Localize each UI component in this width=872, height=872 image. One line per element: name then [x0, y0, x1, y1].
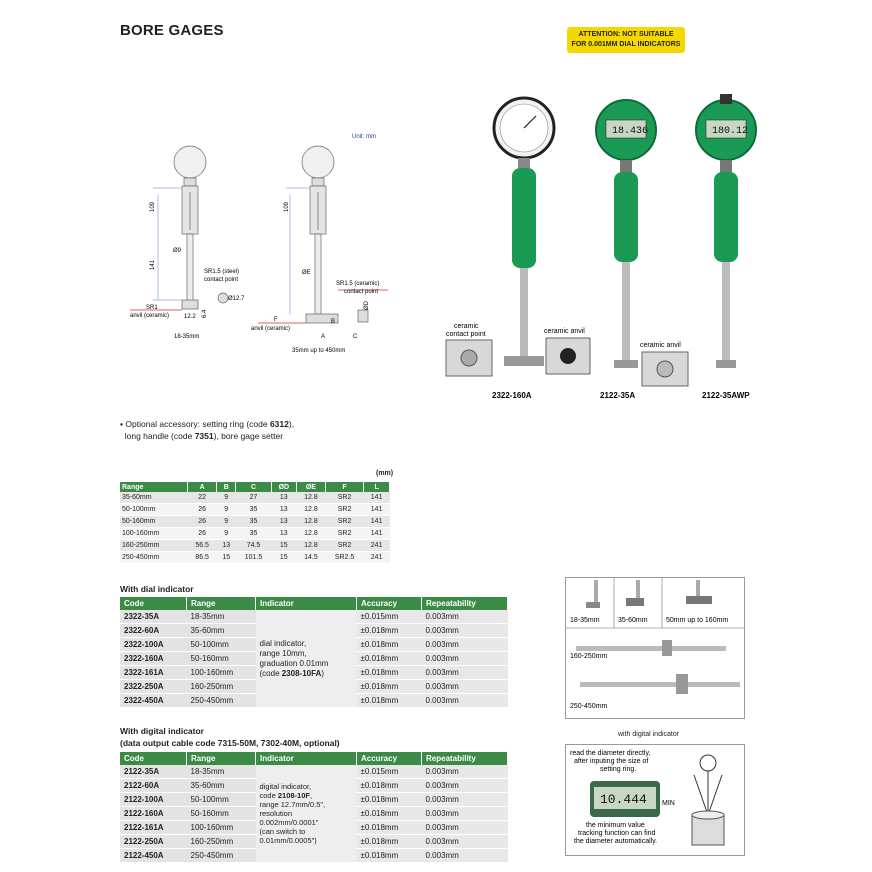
cell: 22	[188, 492, 217, 504]
dial-col-range: Range	[187, 597, 256, 610]
cell: 160-250mm	[187, 835, 256, 849]
cell: 15	[217, 552, 236, 564]
cell: SR2	[325, 528, 363, 540]
model-label-2: 2122-35A	[600, 391, 636, 400]
cell: 74.5	[236, 540, 271, 552]
table-row	[120, 516, 390, 528]
cell: SR2	[325, 540, 363, 552]
cell: 12.8	[297, 528, 326, 540]
variant-label-4: 160-250mm	[570, 653, 608, 660]
variant-label-1: 18-35mm	[570, 617, 600, 624]
variant-label-3: 50mm up to 160mm	[666, 617, 729, 624]
ceramic-contact-label-2: contact point	[446, 331, 486, 338]
dim-col-e: ØE	[297, 482, 326, 492]
cell: 2122-160A	[120, 807, 187, 821]
cell: ±0.018mm	[357, 835, 422, 849]
attention-badge	[567, 27, 685, 53]
cell: 0.003mm	[422, 793, 508, 807]
cell: SR2.5	[325, 552, 363, 564]
dim-6-4: 6.4	[202, 309, 208, 318]
cell: 250-450mm	[187, 694, 256, 708]
gage-display-1: 18.436	[612, 126, 649, 137]
cell: 50-100mm	[187, 638, 256, 652]
cell: 160-250mm	[120, 540, 188, 552]
dial-header-row	[120, 597, 508, 610]
drawing-gage-left	[130, 146, 228, 310]
cell: 241	[364, 540, 390, 552]
anvil-ceramic-label: anvil (ceramic)	[130, 313, 170, 319]
read-line-3: setting ring.	[600, 766, 637, 773]
cell: 160-250mm	[187, 680, 256, 694]
cell: 86.5	[188, 552, 217, 564]
sr1-label: SR1	[146, 305, 158, 311]
cell: ±0.018mm	[357, 694, 422, 708]
cell: 2322-250A	[120, 680, 187, 694]
cell: ±0.018mm	[357, 793, 422, 807]
dial-ind-code-post: )	[321, 668, 324, 678]
variant-label-2: 35-60mm	[618, 617, 648, 624]
digital-display-value: 10.444	[600, 792, 647, 807]
cell: 13	[271, 516, 296, 528]
range-18-35-label: 18-35mm	[174, 334, 200, 340]
cell: 100-160mm	[187, 666, 256, 680]
drawing-gage-right	[258, 146, 388, 323]
dial-ind-line-1: dial indicator,	[259, 638, 307, 648]
cell: 141	[364, 504, 390, 516]
cell: ±0.018mm	[357, 666, 422, 680]
cell: 0.003mm	[422, 694, 508, 708]
table-row	[120, 540, 390, 552]
dial-ind-line-3: graduation 0.01mm	[259, 658, 329, 668]
cell: 2322-100A	[120, 638, 187, 652]
dig-ind-line-6: (can switch to	[259, 827, 306, 836]
attention-line-2: FOR 0.001MM DIAL INDICATORS	[571, 41, 681, 48]
cell: ±0.018mm	[357, 779, 422, 793]
dim-141: 141	[150, 259, 156, 270]
cell: 250-450mm	[187, 849, 256, 863]
cell: 2122-100A	[120, 793, 187, 807]
cell: 12.8	[297, 504, 326, 516]
cell: 35	[236, 528, 271, 540]
cell: 56.5	[188, 540, 217, 552]
dial-indicator-table	[120, 597, 508, 708]
cell: 0.003mm	[422, 835, 508, 849]
cell: 0.003mm	[422, 666, 508, 680]
technical-drawing	[118, 140, 408, 360]
variant-label-5: 250-450mm	[570, 703, 608, 710]
cell: 2122-450A	[120, 849, 187, 863]
cell: 2122-60A	[120, 779, 187, 793]
dial-indicator-description	[256, 610, 357, 708]
cell: 9	[217, 504, 236, 516]
cell: 0.003mm	[422, 624, 508, 638]
accessory-text-1: Optional accessory: setting ring (code	[125, 419, 270, 429]
cell: 13	[271, 492, 296, 504]
cell: 35	[236, 504, 271, 516]
model-label-3: 2122-35AWP	[702, 391, 750, 400]
range-35-450-label: 35mm up to 450mm	[292, 348, 346, 354]
dig-ind-code: 2108-10F	[277, 791, 310, 800]
cell: 50-160mm	[120, 516, 188, 528]
bore-setup-illustration	[692, 755, 724, 845]
cell: 0.003mm	[422, 680, 508, 694]
dim-phiE: ØE	[302, 270, 311, 276]
table-row	[120, 765, 508, 779]
cell: 241	[364, 552, 390, 564]
phi127-label: Ø12.7	[228, 296, 245, 302]
digital-explanation-box	[565, 744, 745, 856]
cell: 12.8	[297, 540, 326, 552]
cell: 2322-160A	[120, 652, 187, 666]
cell: ±0.018mm	[357, 807, 422, 821]
cell: SR2	[325, 504, 363, 516]
cell: 9	[217, 516, 236, 528]
cell: ±0.015mm	[357, 765, 422, 779]
accessory-note-line-1: ▪ Optional accessory: setting ring (code 6312),	[120, 419, 295, 429]
contact-point-label-2: contact point	[344, 289, 379, 295]
cell: ±0.018mm	[357, 624, 422, 638]
cell: 13	[217, 540, 236, 552]
cell: 250-450mm	[120, 552, 188, 564]
digital-col-accuracy: Accuracy	[357, 752, 422, 765]
cell: 27	[236, 492, 271, 504]
accessory-note-line-2	[120, 430, 294, 442]
accessory-text-2: ),	[288, 419, 295, 429]
dim-col-b: B	[217, 482, 236, 492]
sr15-steel-label: SR1.5 (steel)	[204, 269, 240, 275]
unit-label: Unit: mm	[352, 134, 376, 140]
min-note-2: tracking function can find	[578, 830, 656, 837]
c-label: C	[353, 334, 358, 340]
min-note-1: the minimum value	[586, 822, 645, 829]
gage-display-2: 180.12	[712, 126, 749, 137]
digital-indicator-description	[256, 765, 357, 863]
model-label-1: 2322-160A	[492, 391, 532, 400]
accessory-note	[120, 418, 294, 442]
cell: 12.8	[297, 516, 326, 528]
cell: 101.5	[236, 552, 271, 564]
accessory-text-3: long handle (code	[124, 431, 195, 441]
cell: 15	[271, 540, 296, 552]
sr15-ceramic-label: SR1.5 (ceramic)	[336, 281, 380, 287]
cell: 0.003mm	[422, 807, 508, 821]
gage-photo-digital-1	[596, 100, 656, 368]
a-label: A	[321, 334, 326, 340]
dial-ind-line-4	[260, 669, 353, 679]
cell: 50-100mm	[187, 793, 256, 807]
cell: 35-60mm	[120, 492, 188, 504]
dial-col-repeatability: Repeatability	[422, 597, 508, 610]
dig-ind-code-pre: code	[259, 791, 278, 800]
cell: 0.003mm	[422, 779, 508, 793]
cell: 141	[364, 516, 390, 528]
min-note-3: the diameter automatically.	[574, 838, 658, 845]
cell: 12.8	[297, 492, 326, 504]
cell: 35	[236, 516, 271, 528]
cell: 2122-161A	[120, 821, 187, 835]
cell: 35-60mm	[187, 779, 256, 793]
cell: 2122-250A	[120, 835, 187, 849]
long-handle-code: 7351	[194, 431, 214, 441]
dimension-table	[120, 482, 390, 564]
dig-ind-code-post: ,	[309, 791, 313, 800]
accessory-text-4: ), bore gage setter	[213, 431, 284, 441]
setting-ring-code: 6312	[269, 419, 289, 429]
cell: 14.5	[297, 552, 326, 564]
digital-section-heading: With digital indicator	[120, 726, 204, 736]
dim-109-a: 109	[150, 201, 156, 212]
dim-table-unit: (mm)	[376, 470, 394, 477]
cell: 9	[217, 528, 236, 540]
digital-col-indicator: Indicator	[256, 752, 357, 765]
table-row	[120, 610, 508, 624]
cell: 15	[271, 552, 296, 564]
anvil-ceramic-label-2: anvil (ceramic)	[251, 326, 291, 332]
dim-col-c: C	[236, 482, 271, 492]
digital-header-row	[120, 752, 508, 765]
dim-col-f: F	[325, 482, 363, 492]
cell: 26	[188, 528, 217, 540]
dim-109-b: 109	[284, 201, 290, 212]
table-row	[120, 492, 390, 504]
cell: 0.003mm	[422, 610, 508, 624]
dim-col-l: L	[364, 482, 390, 492]
table-row	[120, 552, 390, 564]
cell: SR2	[325, 516, 363, 528]
table-row	[120, 528, 390, 540]
cell: ±0.018mm	[357, 652, 422, 666]
cell: 18-35mm	[187, 765, 256, 779]
cell: 26	[188, 516, 217, 528]
dial-ind-code: 2308-10FA	[281, 668, 322, 678]
product-photos	[440, 80, 770, 400]
ceramic-anvil-label-1: ceramic anvil	[544, 328, 585, 335]
gage-photo-dial	[494, 98, 554, 366]
cell: 2122-35A	[120, 765, 187, 779]
cell: 9	[217, 492, 236, 504]
cell: 26	[188, 504, 217, 516]
cell: 141	[364, 528, 390, 540]
cell: ±0.018mm	[357, 638, 422, 652]
cell: 50-100mm	[120, 504, 188, 516]
table-row	[120, 504, 390, 516]
dig-ind-line-1: digital indicator,	[259, 782, 312, 791]
digital-indicator-table	[120, 752, 508, 863]
digital-col-repeatability: Repeatability	[422, 752, 508, 765]
dimension-header-row	[120, 482, 390, 492]
cell: 0.003mm	[422, 849, 508, 863]
cell: SR2	[325, 492, 363, 504]
cell: 2322-161A	[120, 666, 187, 680]
dial-col-indicator: Indicator	[256, 597, 357, 610]
read-line-1: read the diameter directly,	[570, 750, 651, 757]
contact-point-label: contact point	[204, 277, 239, 283]
digital-col-range: Range	[187, 752, 256, 765]
cell: 2322-60A	[120, 624, 187, 638]
dim-phi9: Ø9	[173, 248, 182, 254]
dim-col-d: ØD	[271, 482, 296, 492]
ceramic-anvil-label-2: ceramic anvil	[640, 342, 681, 349]
cell: 13	[271, 528, 296, 540]
cell: ±0.018mm	[357, 821, 422, 835]
dim-12-2: 12.2	[184, 314, 196, 320]
cell: 100-160mm	[120, 528, 188, 540]
digital-box-heading: with digital indicator	[618, 731, 680, 738]
cell: ±0.018mm	[357, 849, 422, 863]
dial-ind-code-pre: (code	[259, 668, 282, 678]
ceramic-contact-label-1: ceramic	[454, 323, 479, 330]
dig-ind-line-4: resolution	[259, 809, 293, 818]
page-title: BORE GAGES	[120, 22, 224, 39]
b-label: B	[331, 319, 336, 325]
read-line-2: after inputing the size of	[574, 758, 649, 765]
dial-section-heading: With dial indicator	[120, 584, 194, 594]
attention-line-1: ATTENTION: NOT SUITABLE	[578, 31, 674, 38]
dim-col-range: Range	[120, 482, 188, 492]
cell: 100-160mm	[187, 821, 256, 835]
dig-ind-line-3: range 12.7mm/0.5",	[259, 800, 326, 809]
cell: 18-35mm	[187, 610, 256, 624]
cell: 0.003mm	[422, 652, 508, 666]
cell: 50-160mm	[187, 807, 256, 821]
dig-ind-line-5: 0.002mm/0.0001"	[259, 818, 319, 827]
cell: 13	[271, 504, 296, 516]
dim-col-a: A	[188, 482, 217, 492]
dial-ind-line-2: range 10mm,	[259, 648, 307, 658]
cell: 0.003mm	[422, 821, 508, 835]
phid-label: ØD	[364, 301, 370, 310]
dial-col-accuracy: Accuracy	[357, 597, 422, 610]
cell: 50-160mm	[187, 652, 256, 666]
cell: 0.003mm	[422, 638, 508, 652]
variants-diagram	[565, 577, 745, 719]
cell: 141	[364, 492, 390, 504]
dial-col-code: Code	[120, 597, 187, 610]
dig-ind-line-2	[260, 791, 353, 800]
cell: ±0.015mm	[357, 610, 422, 624]
min-label: MIN	[662, 800, 675, 807]
cell: 2322-450A	[120, 694, 187, 708]
cell: 35-60mm	[187, 624, 256, 638]
cell: ±0.018mm	[357, 680, 422, 694]
dig-ind-line-7: 0.01mm/0.0005")	[259, 836, 317, 845]
cell: 2322-35A	[120, 610, 187, 624]
digital-section-subheading: (data output cable code 7315-50M, 7302-40M, optional)	[120, 738, 340, 748]
cell: 0.003mm	[422, 765, 508, 779]
f-label: F	[274, 317, 278, 323]
digital-col-code: Code	[120, 752, 187, 765]
